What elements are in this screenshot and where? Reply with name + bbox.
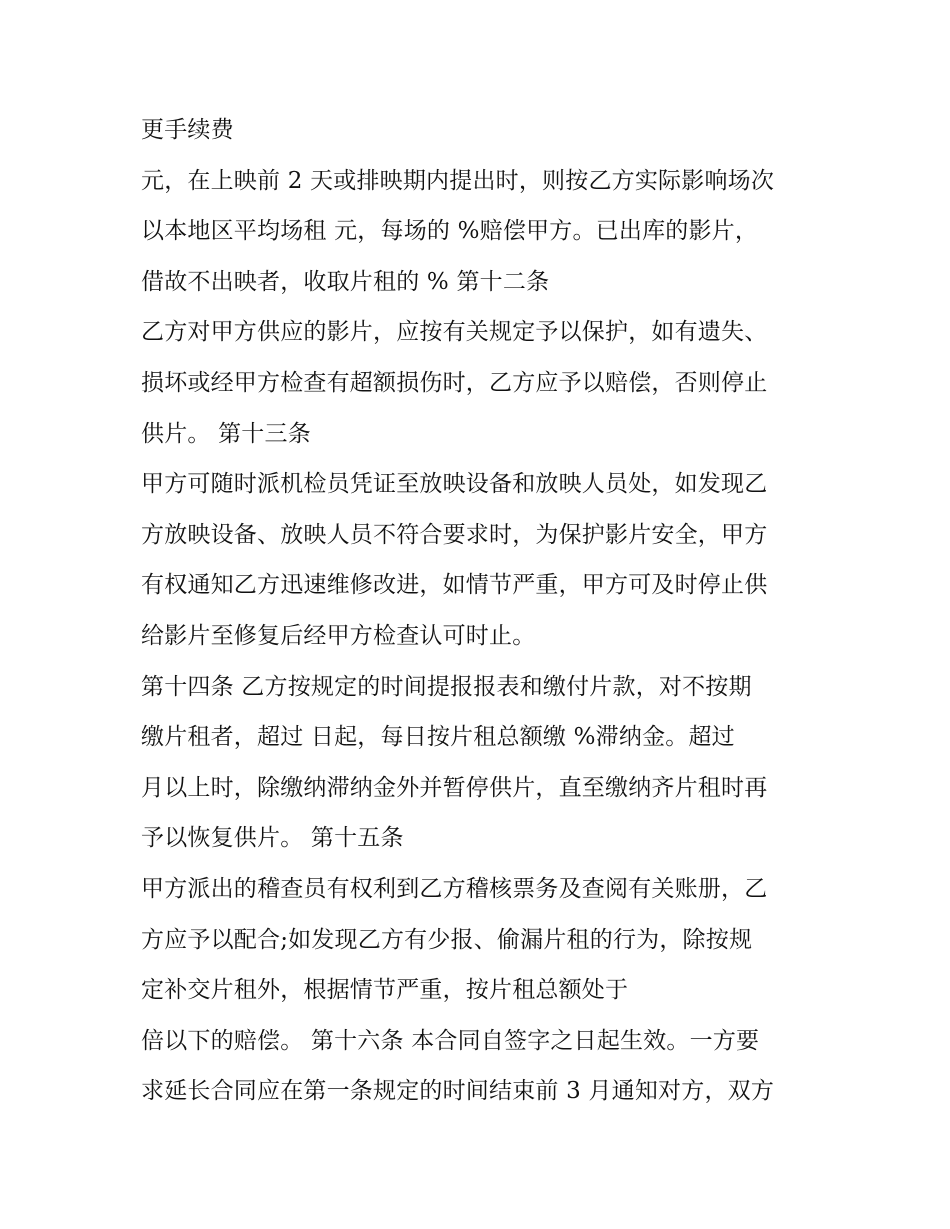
document-body bbox=[141, 105, 841, 1117]
text-line: 缴片租者，超过 日起，每日按片租总额缴 %滞纳金。超过 bbox=[141, 724, 735, 751]
text-line: 有权通知乙方迅速维修改进，如情节严重，甲方可及时停止供 bbox=[141, 572, 768, 599]
text-line: 乙方对甲方供应的影片，应按有关规定予以保护，如有遗失、 bbox=[141, 319, 768, 346]
text-line: 借故不出映者，收取片租的 % 第十二条 bbox=[141, 268, 550, 295]
text-line: 定补交片租外，根据情节严重，按片租总额处于 bbox=[141, 977, 629, 1004]
text-line: 损坏或经甲方检查有超额损伤时，乙方应予以赔偿，否则停止 bbox=[141, 369, 768, 396]
text-line: 求延长合同应在第一条规定的时间结束前 3 月通知对方，双方 bbox=[141, 1078, 775, 1105]
text-line: 方应予以配合;如发现乙方有少报、偷漏片租的行为，除按规 bbox=[141, 926, 753, 953]
text-line: 更手续费 bbox=[141, 117, 234, 143]
text-line: 给影片至修复后经甲方检查认可时止。 bbox=[141, 622, 536, 649]
text-line: 供片。 第十三条 bbox=[141, 420, 311, 447]
text-line: 元，在上映前 2 天或排映期内提出时，则按乙方实际影响场次 bbox=[141, 167, 775, 194]
text-line: 予以恢复供片。 第十五条 bbox=[141, 825, 404, 852]
text-line: 甲方派出的稽查员有权利到乙方稽核票务及查阅有关账册，乙 bbox=[141, 875, 768, 902]
text-line: 方放映设备、放映人员不符合要求时，为保护影片安全，甲方 bbox=[141, 521, 768, 548]
text-line: 甲方可随时派机检员凭证至放映设备和放映人员处，如发现乙 bbox=[141, 471, 768, 498]
text-line: 月以上时，除缴纳滞纳金外并暂停供片，直至缴纳齐片租时再 bbox=[141, 774, 768, 801]
text-line: 倍以下的赔偿。 第十六条 本合同自签字之日起生效。一方要 bbox=[141, 1027, 760, 1054]
text-line: 以本地区平均场租 元，每场的 %赔偿甲方。已出库的影片， bbox=[141, 218, 759, 245]
text-line: 第十四条 乙方按规定的时间提报报表和缴付片款，对不按期 bbox=[141, 673, 752, 700]
